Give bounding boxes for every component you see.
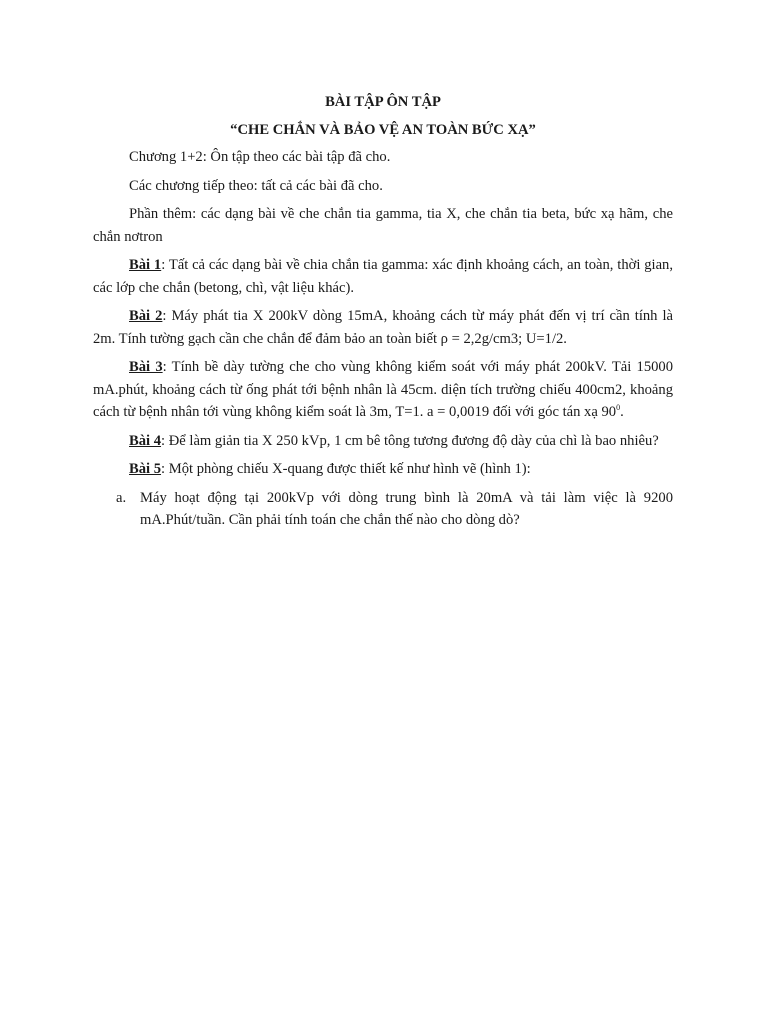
exercise-3-label: Bài 3 [129, 359, 163, 375]
document-page [93, 91, 673, 532]
exercise-1 [93, 254, 673, 299]
exercise-2 [93, 305, 673, 350]
document-title: BÀI TẬP ÔN TẬP [325, 94, 441, 110]
degree-superscript: 0 [616, 403, 621, 413]
exercise-5-text: : Một phòng chiếu X-quang được thiết kế như hình vẽ (hình 1): [161, 461, 531, 477]
exercise-3-end: . [620, 404, 624, 420]
exercise-3-text: : Tính bề dày tường che cho vùng không kiểm soát với máy phát 200kV. Tải 15000 mA.phút, khoảng cách từ ống phát tới bệnh nhân là 45cm. diện tích trường chiếu 400cm2, khoảng cách từ bệnh nhân tới vùng không kiểm soát là 3m, T=1. a = 0,0019 đối với góc tán xạ 90 [93, 359, 674, 420]
intro-paragraph-3: Phần thêm: các dạng bài về che chắn tia gamma, tia X, che chắn tia beta, bức xạ hãm, che chắn nơtron [93, 206, 673, 245]
exercise-5 [93, 458, 673, 481]
exercise-2-label: Bài 2 [129, 308, 163, 324]
exercise-1-label: Bài 1 [129, 257, 162, 273]
document-subtitle: “CHE CHẮN VÀ BẢO VỆ AN TOÀN BỨC XẠ” [230, 122, 536, 138]
exercise-5-list [93, 487, 673, 532]
intro-paragraph-2: Các chương tiếp theo: tất cả các bài đã cho. [129, 177, 383, 194]
intro-paragraph-1: Chương 1+2: Ôn tập theo các bài tập đã cho. [129, 149, 391, 165]
exercise-4-text: : Để làm giản tia X 250 kVp, 1 cm bê tông tương đương độ dày của chì là bao nhiêu? [161, 432, 659, 449]
exercise-4 [93, 430, 673, 453]
exercise-2-text: : Máy phát tia X 200kV dòng 15mA, khoảng cách từ máy phát đến vị trí cần tính là 2m. Tính tường gạch cần che chắn để đảm bảo an toàn biết ρ = 2,2g/cm3; U=1/2. [93, 308, 674, 347]
exercise-1-text: : Tất cả các dạng bài về chia chắn tia gamma: xác định khoảng cách, an toàn, thời gian, các lớp che chắn (betong, chì, vật liệu khác). [93, 257, 673, 296]
list-item [93, 487, 673, 532]
exercise-3 [93, 356, 673, 424]
list-item-marker: a. [116, 489, 127, 506]
exercise-5-label: Bài 5 [129, 461, 162, 477]
exercise-4-label: Bài 4 [129, 432, 162, 449]
list-item-text: Máy hoạt động tại 200kVp với dòng trung bình là 20mA và tải làm việc là 9200 mA.Phút/tuần. Cần phải tính toán che chắn thế nào cho dòng dò? [140, 489, 673, 528]
